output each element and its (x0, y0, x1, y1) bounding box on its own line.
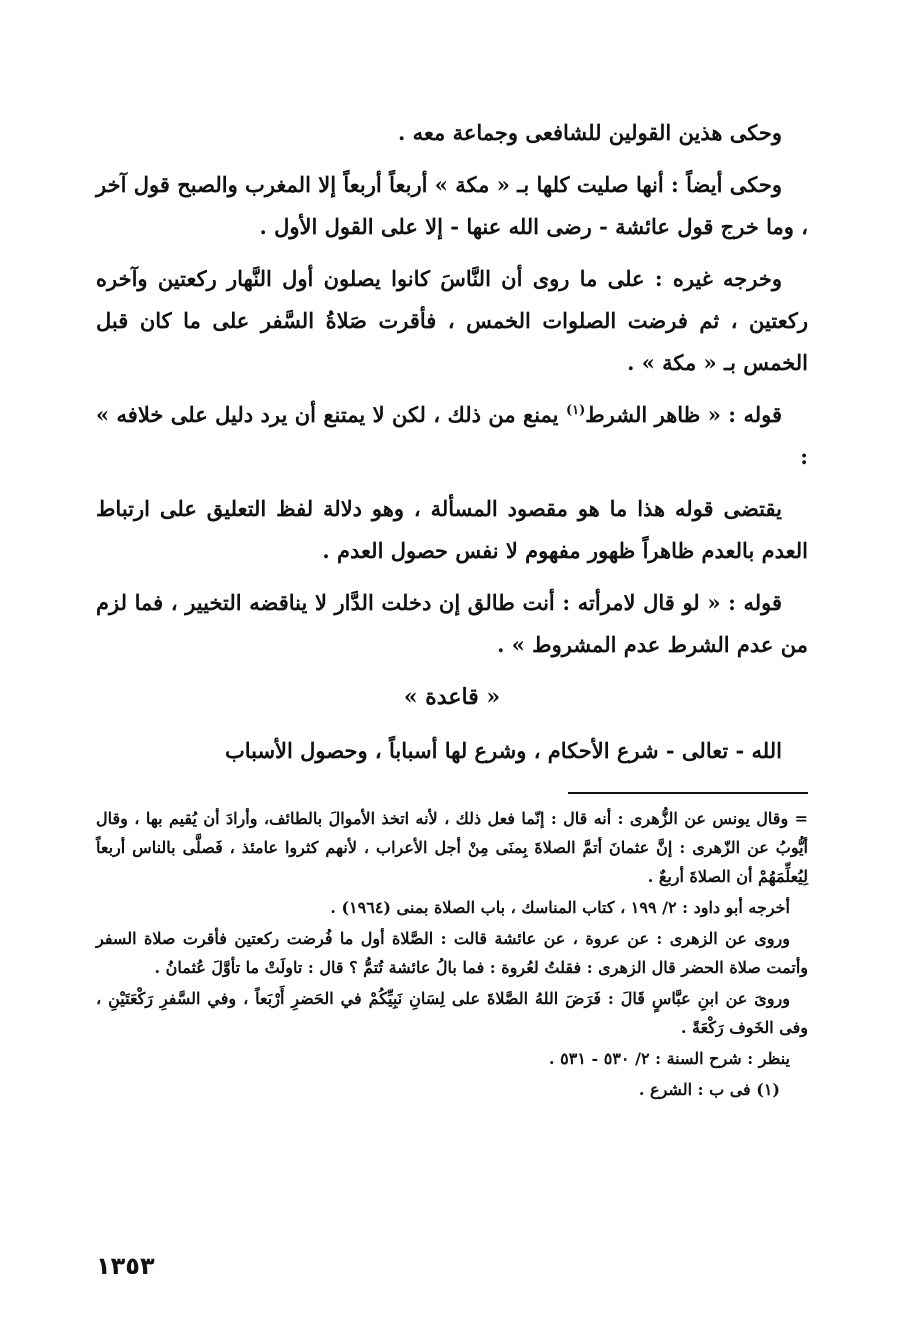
main-text (96, 112, 808, 772)
paragraph-4 (96, 394, 808, 478)
footnote-marker-1: (١) (565, 403, 586, 418)
footnote-separator (568, 792, 808, 794)
paragraph-5: يقتضى قوله هذا ما هو مقصود المسألة ، وهو دلالة لفظ التعليق على ارتباط العدم بالعدم ظاهراً ظهور مفهوم لا نفس حصول العدم . (96, 496, 808, 563)
page-number: ١٣٥٣ (96, 1252, 155, 1280)
paragraph-2: وحكى أيضاً : أنها صليت كلها بـ « مكة » أربعاً أربعاً إلا المغرب والصبح قول آخر ، وما خرج قول عائشة - رضى الله عنها - إلا على القول الأول . (96, 172, 808, 239)
paragraph-4-after: يمنع من ذلك ، لكن لا يمتنع أن يرد دليل على خلافه » : (96, 402, 808, 469)
paragraph-6: قوله : « لو قال لامرأته : أنت طالق إن دخلت الدَّار لا يناقضه التخيير ، فما لزم من عدم الشرط عدم المشروط » . (96, 590, 808, 657)
footnote-1: = وقال يونس عن الزُّهرى : أنه قال : إنّما فعل ذلك ، لأنه اتخذ الأموالَ بالطائف، وأرادَ أن يُقيم بها ، وقال أيُّوبُ عن الزّهرى : إنَّ عثمانَ أتمَّ الصلاةَ بِمنَى مِنْ أجل الأعراب ، لأنهم كثروا عامئذ ، فَصلَّى بالناس أربعاً لِيُعلِّمَهُمْ أن الصلاةَ أربعٌ . (96, 809, 808, 886)
section-heading: « قاعدة » (403, 684, 501, 710)
paragraph-4-before: قوله : « ظاهر الشرط (585, 402, 783, 427)
footnote-5: ينظر : شرح السنة : ٢/ ٥٣٠ - ٥٣١ . (549, 1049, 790, 1068)
paragraph-7: الله - تعالى - شرع الأحكام ، وشرع لها أسباباً ، وحصول الأسباب (224, 738, 782, 763)
footnote-6: (١) فى ب : الشرع . (638, 1080, 780, 1099)
footnote-3: وروى عن الزهرى : عن عروة ، عن عائشة قالت : الصَّلاة أول ما فُرضت ركعتين فأقرت صلاة السفر وأتمت صلاة الحضر قال الزهرى : فقلتُ لعُروة : فما بالُ عائشة تُتمُّ ؟ قال : تاولَتْ ما تأوَّلَ عُثمانُ . (96, 929, 808, 977)
footnotes (96, 804, 808, 1104)
footnote-4: وروىَ عن ابنِ عبَّاسٍ قَالَ : فَرَضَ اللهُ الصَّلاةَ على لِسَانِ نَبِيِّكُمْ في الحَضرِ أَرْبَعاً ، وفي السَّفرِ رَكْعَتَيْنِ ، وفى الخَوف رَكْعَةً . (96, 989, 808, 1037)
paragraph-1: وحكى هذين القولين للشافعى وجماعة معه . (398, 120, 782, 145)
paragraph-3: وخرجه غيره : على ما روى أن النَّاسَ كانوا يصلون أول النَّهار ركعتين وآخره ركعتين ، ثم فرضت الصلوات الخمس ، فأقرت صَلاةُ السَّفر على ما كان قبل الخمس بـ « مكة » . (96, 266, 808, 375)
footnote-2: أخرجه أبو داود : ٢/ ١٩٩ ، كتاب المناسك ، باب الصلاة بمنى (١٩٦٤) . (330, 898, 790, 917)
page-body (96, 112, 808, 1106)
